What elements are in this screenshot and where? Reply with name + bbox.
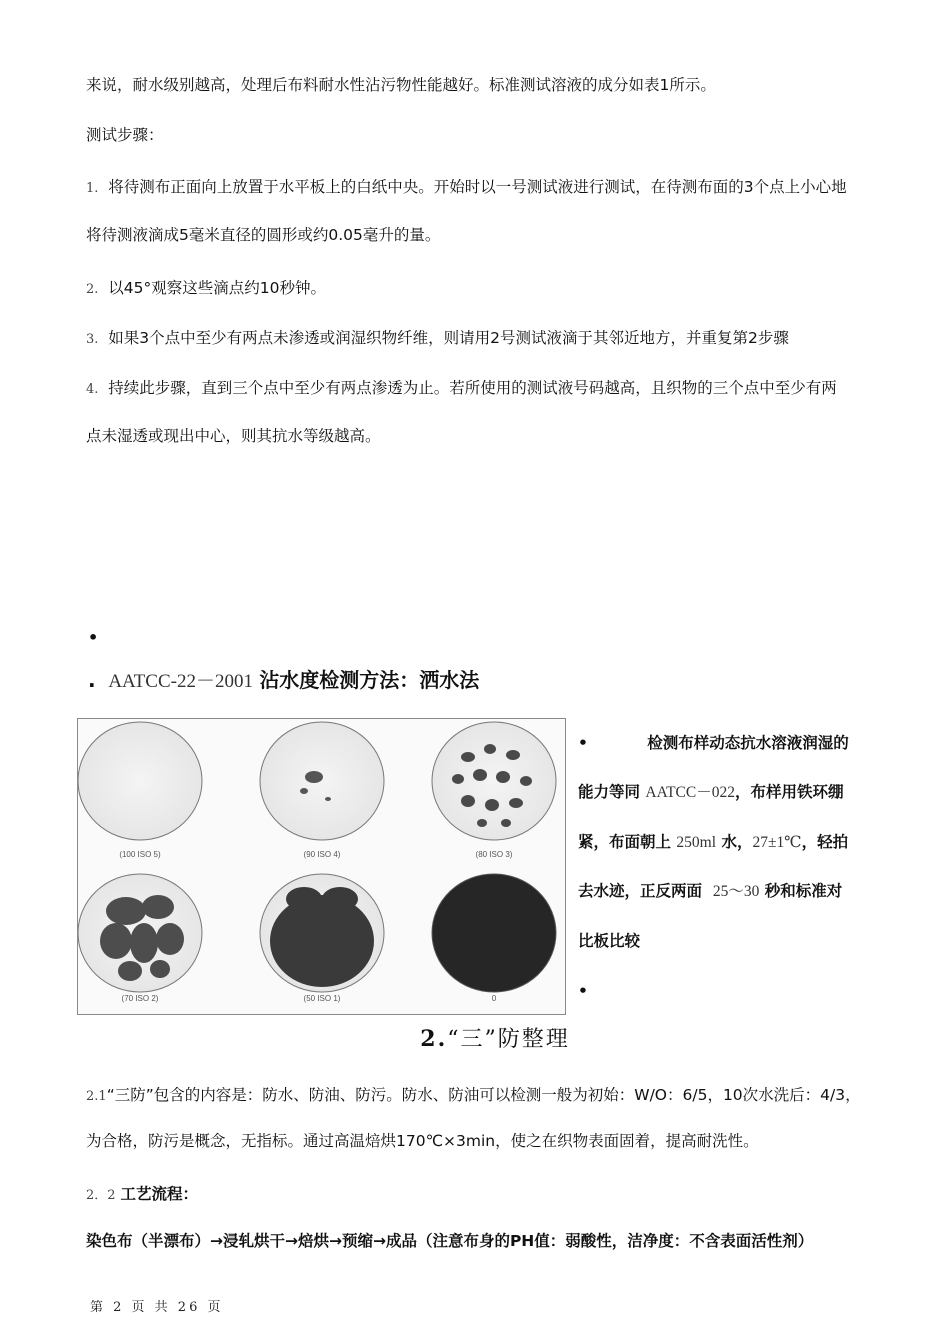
- side-line-5: 比板比较: [578, 932, 641, 950]
- step-3-text: 如果3个点中至少有两点未渗透或润湿织物纤维，则请用2号测试液滴于其邻近地方，并重复第2步骤: [108, 329, 789, 347]
- step-2: [86, 277, 326, 301]
- side-text-2a: 能力等同: [578, 783, 641, 801]
- side-seconds: 25～30: [712, 883, 760, 900]
- p21-line-1: [86, 1084, 861, 1108]
- p21-number: 2.1: [86, 1089, 107, 1104]
- step-1-number: 1.: [86, 181, 99, 196]
- step-1-text: 将待测布正面向上放置于水平板上的白纸中央。开始时以一号测试液进行测试，在待测布面的3个点上小心地: [108, 178, 847, 196]
- side-text-3c: 水，: [721, 833, 753, 851]
- aatcc-code: AATCC-22－2001: [108, 671, 253, 692]
- spray-method-heading: [88, 664, 479, 693]
- side-volume: 250ml: [676, 834, 717, 851]
- step-3-number: 3.: [86, 332, 99, 347]
- step-3: [86, 327, 789, 351]
- rating-100-circle: [78, 722, 202, 840]
- side-bullet: •: [578, 734, 588, 752]
- step-2-number: 2.: [86, 282, 99, 297]
- rating-90-label: (90 ISO 4): [303, 850, 341, 859]
- spray-method-title: 沾水度检测方法：洒水法: [259, 668, 480, 692]
- spray-rating-circles: [78, 719, 567, 1016]
- page-footer: 第 2 页 共 26 页: [90, 1300, 224, 1315]
- side-temperature: 27±1℃: [752, 834, 802, 851]
- side-text-2c: ，布样用铁环绷: [735, 783, 844, 801]
- section-2-number: 2.: [420, 1026, 448, 1052]
- side-line-4: [578, 880, 842, 903]
- section-2-title: “三”防整理: [447, 1027, 570, 1052]
- rating-70-label: (70 ISO 2): [121, 994, 159, 1003]
- rating-0-circle: [432, 874, 556, 992]
- p22-title: 工艺流程：: [120, 1185, 198, 1203]
- step-2-text: 以45°观察这些滴点约10秒钟。: [108, 279, 326, 297]
- p21-text-1: “三防”包含的内容是：防水、防油、防污。防水、防油可以检测一般为初始：W/O：6/5，10次水洗后：4/3，: [106, 1086, 861, 1104]
- side-text-4c: 秒和标准对: [764, 882, 843, 900]
- list-bullet: •: [88, 628, 99, 647]
- side-text-3e: ，轻拍: [801, 833, 849, 851]
- step-4-line-2: 点未湿透或现出中心，则其抗水等级越高。: [86, 427, 381, 445]
- rating-100-label: (100 ISO 5): [119, 850, 161, 859]
- steps-title: 测试步骤：: [86, 126, 164, 144]
- heading-bullet: .: [88, 668, 96, 692]
- side-line-3: [578, 831, 848, 854]
- rating-80-label: (80 ISO 3): [475, 850, 513, 859]
- step-1-line-1: [86, 176, 847, 200]
- step-4-number: 4.: [86, 382, 99, 397]
- p22-number: 2．2: [86, 1188, 116, 1203]
- rating-50-label: (50 ISO 1): [303, 994, 341, 1003]
- side-text-1: 检测布样动态抗水溶液润湿的: [647, 734, 849, 752]
- step-4-text: 持续此步骤，直到三个点中至少有两点渗透为止。若所使用的测试液号码越高，且织物的三个点中至少有两: [108, 379, 837, 397]
- step-4-line-1: [86, 377, 837, 401]
- spray-rating-chart-image: [77, 718, 566, 1015]
- section-2-heading: [0, 1022, 950, 1053]
- rating-80-circle: [432, 722, 556, 840]
- side-text-3a: 紧，布面朝上: [578, 833, 672, 851]
- step-1-line-2: 将待测液滴成5毫米直径的圆形或约0.05毫升的量。: [86, 226, 441, 244]
- p21-line-2: 为合格，防污是概念，无指标。通过高温焙烘170℃×3min，使之在织物表面固着，提高耐洗性。: [86, 1132, 759, 1150]
- rating-0-label: 0: [491, 994, 497, 1003]
- p22-heading: [86, 1183, 198, 1207]
- process-flow: 染色布（半漂布）→浸轧烘干→焙烘→预缩→成品（注意布身的PH值：弱酸性，洁净度：不含表面活性剂）: [86, 1232, 814, 1250]
- side-text-4a: 去水迹，正反两面: [578, 882, 703, 900]
- side-line-2: [578, 781, 844, 804]
- side-bullet-end: •: [578, 982, 588, 1000]
- rating-90-circle: [260, 722, 384, 840]
- intro-text: 来说，耐水级别越高，处理后布料耐水性沾污物性能越好。标准测试溶液的成分如表1所示。: [86, 76, 716, 94]
- side-line-1: [578, 732, 849, 754]
- side-code: AATCC－022: [645, 784, 735, 801]
